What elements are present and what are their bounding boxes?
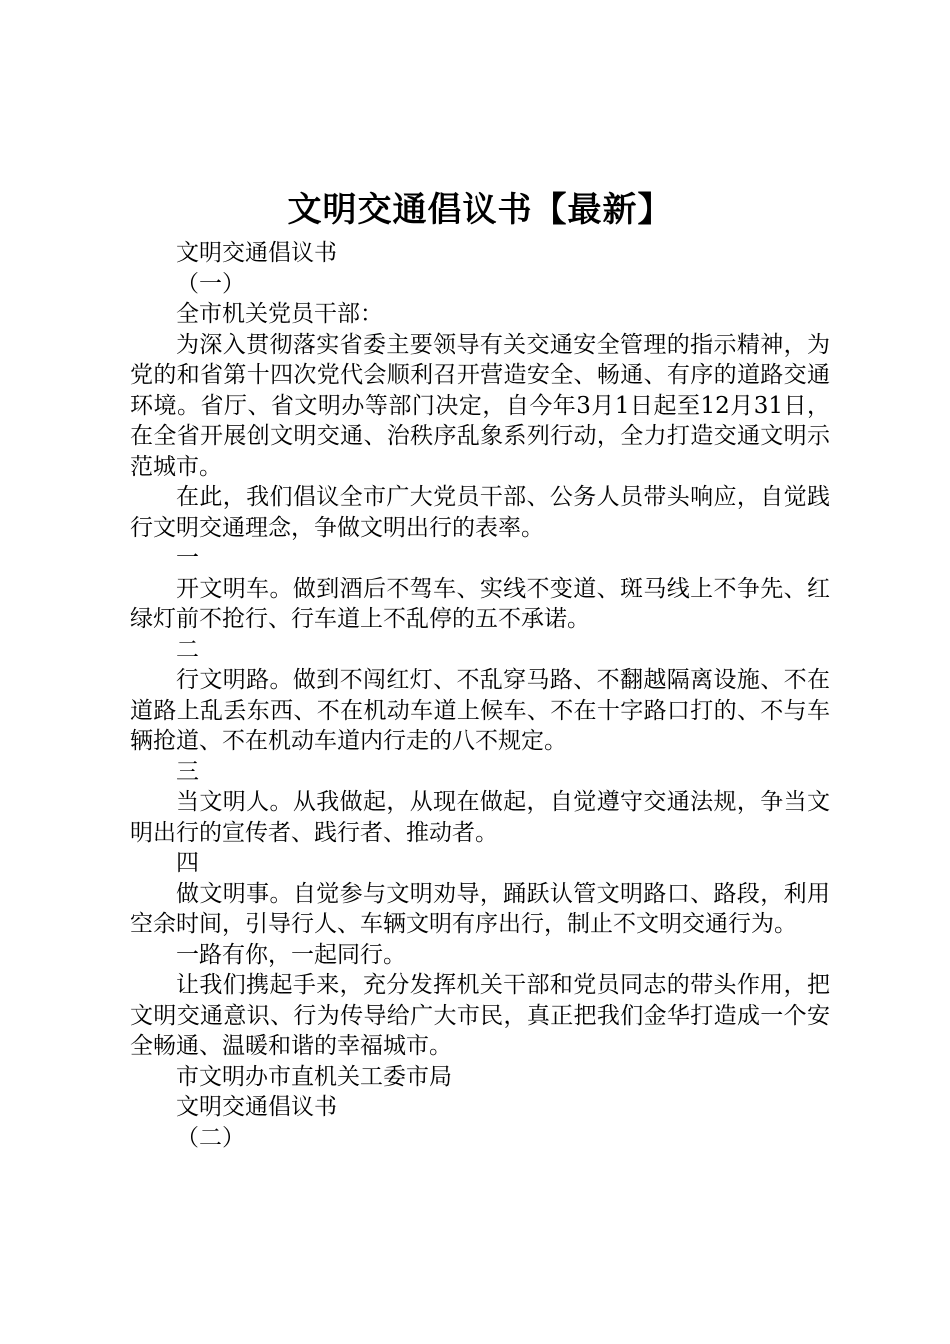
paragraph: 在此，我们倡议全市广大党员干部、公务人员带头响应，自觉践行文明交通理念，争做文明出行的表率。 <box>130 484 830 541</box>
section-number: 二 <box>176 636 199 663</box>
paragraph: 为深入贯彻落实省委主要领导有关交通安全管理的指示精神，为党的和省第十四次党代会顺利召开营造安全、畅通、有序的道路交通环境。省厅、省文明办等部门决定，自今年3月1日起至12月31日，在全省开展创文明交通、治秩序乱象系列行动，全力打造交通文明示范城市。 <box>130 331 830 480</box>
paragraph: 行文明路。做到不闯红灯、不乱穿马路、不翻越隔离设施、不在道路上乱丢东西、不在机动车道上候车、不在十字路口打的、不与车辆抢道、不在机动车道内行走的八不规定。 <box>130 667 830 754</box>
section-number: 三 <box>176 758 199 785</box>
paragraph: 做文明事。自觉参与文明劝导，踊跃认管文明路口、路段，利用空余时间，引导行人、车辆文明有序出行，制止不文明交通行为。 <box>130 880 830 937</box>
document-title: 文明交通倡议书【最新】 <box>287 190 673 230</box>
paragraph: （二） <box>176 1124 245 1151</box>
section-number: 四 <box>176 850 199 876</box>
paragraph: 文明交通倡议书 <box>176 1094 337 1120</box>
signature-line: 市文明办市直机关工委市局 <box>176 1063 452 1090</box>
document-page <box>130 186 830 1153</box>
paragraph: 开文明车。做到酒后不驾车、实线不变道、斑马线上不争先、红绿灯前不抢行、行车道上不乱停的五不承诺。 <box>130 575 830 632</box>
paragraph: 让我们携起手来，充分发挥机关干部和党员同志的带头作用，把文明交通意识、行为传导给广大市民，真正把我们金华打造成一个安全畅通、温暖和谐的幸福城市。 <box>130 972 830 1059</box>
paragraph: 文明交通倡议书 <box>176 240 337 266</box>
document-body <box>130 238 830 1153</box>
section-number: 一 <box>176 545 199 571</box>
paragraph: 全市机关党员干部： <box>176 301 383 327</box>
paragraph: 当文明人。从我做起，从现在做起，自觉遵守交通法规，争当文明出行的宣传者、践行者、推动者。 <box>130 789 830 846</box>
paragraph: （一） <box>176 270 245 297</box>
paragraph: 一路有你，一起同行。 <box>176 941 406 968</box>
